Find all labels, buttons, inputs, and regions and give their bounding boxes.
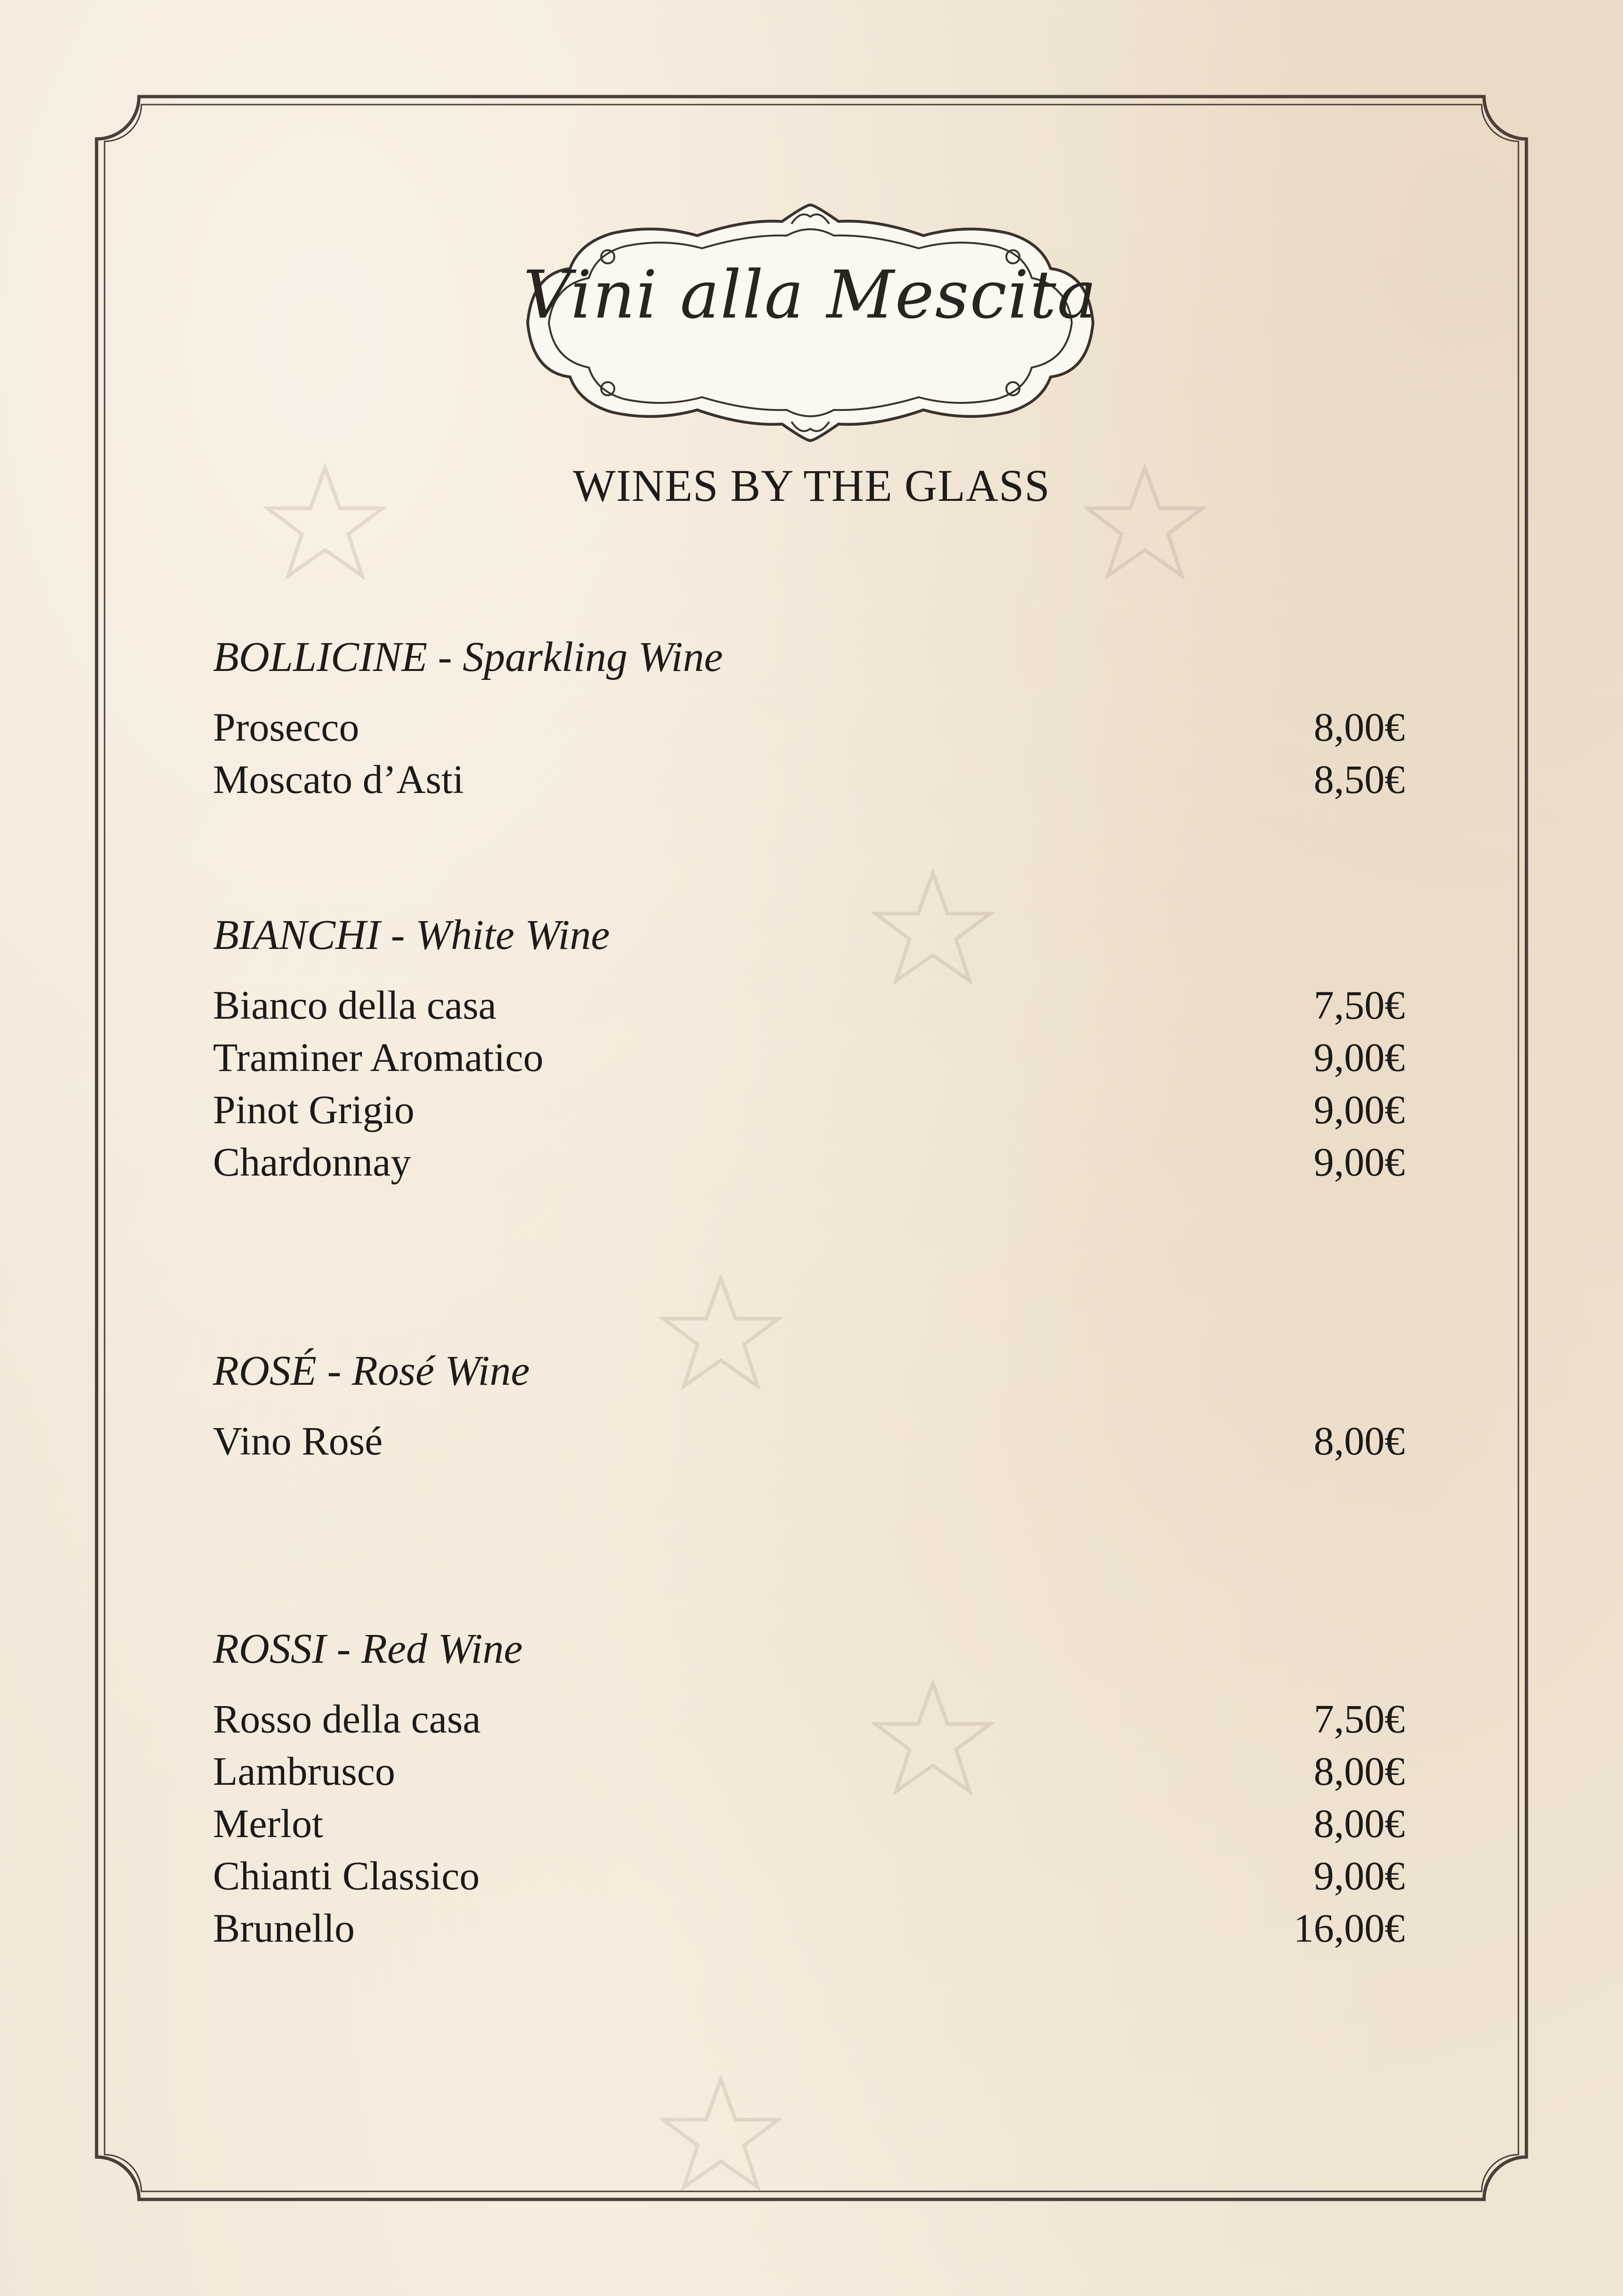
wine-name: Vino Rosé (213, 1418, 383, 1463)
wine-row (213, 1084, 1405, 1136)
wine-name: Rosso della casa (213, 1696, 481, 1741)
watermark-star-icon (660, 1272, 782, 1395)
wine-price: 7,50€ (1313, 982, 1405, 1028)
wine-row (213, 701, 1405, 753)
wine-name: Bianco della casa (213, 982, 497, 1028)
menu-title: Vini alla Mescita (523, 257, 1098, 334)
wine-row (213, 1136, 1405, 1188)
section-rose (213, 1345, 1405, 1467)
wine-row (213, 1798, 1405, 1850)
wine-name: Chardonnay (213, 1139, 411, 1185)
watermark-star-icon (1084, 462, 1206, 584)
wine-name: Traminer Aromatico (213, 1035, 544, 1080)
wine-name: Brunello (213, 1905, 355, 1951)
wine-price: 9,00€ (1313, 1139, 1405, 1185)
wine-price: 8,00€ (1313, 1418, 1405, 1463)
wine-row (213, 1415, 1405, 1467)
section-heading: ROSÉ - Rosé Wine (213, 1348, 530, 1394)
wine-price: 7,50€ (1313, 1696, 1405, 1741)
watermark-star-icon (660, 2073, 782, 2196)
wine-name: Lambrusco (213, 1749, 395, 1794)
wine-name: Pinot Grigio (213, 1087, 415, 1132)
wine-row (213, 753, 1405, 806)
section-heading: BIANCHI - White Wine (213, 912, 610, 958)
wine-row (213, 1031, 1405, 1084)
wine-row (213, 1693, 1405, 1745)
section-red (213, 1623, 1405, 1954)
watermark-star-icon (872, 867, 994, 989)
section-heading: BOLLICINE - Sparkling Wine (213, 634, 723, 680)
wine-name: Prosecco (213, 704, 359, 750)
wine-price: 16,00€ (1293, 1905, 1405, 1951)
wine-price: 8,00€ (1313, 1749, 1405, 1794)
wine-row (213, 1745, 1405, 1798)
wine-price: 9,00€ (1313, 1035, 1405, 1080)
section-white (213, 909, 1405, 1188)
wine-name: Moscato d’Asti (213, 757, 464, 802)
section-sparkling (213, 631, 1405, 806)
wine-price: 8,00€ (1313, 1801, 1405, 1846)
wine-row (213, 1902, 1405, 1954)
wine-price: 8,00€ (1313, 704, 1405, 750)
wine-name: Chianti Classico (213, 1853, 480, 1898)
wine-name: Merlot (213, 1801, 324, 1846)
wine-price: 8,50€ (1313, 757, 1405, 802)
watermark-star-icon (872, 1677, 994, 1800)
wine-row (213, 979, 1405, 1031)
wine-price: 9,00€ (1313, 1853, 1405, 1898)
wine-row (213, 1850, 1405, 1902)
wine-price: 9,00€ (1313, 1087, 1405, 1132)
watermark-star-icon (264, 462, 386, 584)
section-heading: ROSSI - Red Wine (213, 1626, 523, 1672)
menu-subtitle: WINES BY THE GLASS (573, 460, 1050, 511)
